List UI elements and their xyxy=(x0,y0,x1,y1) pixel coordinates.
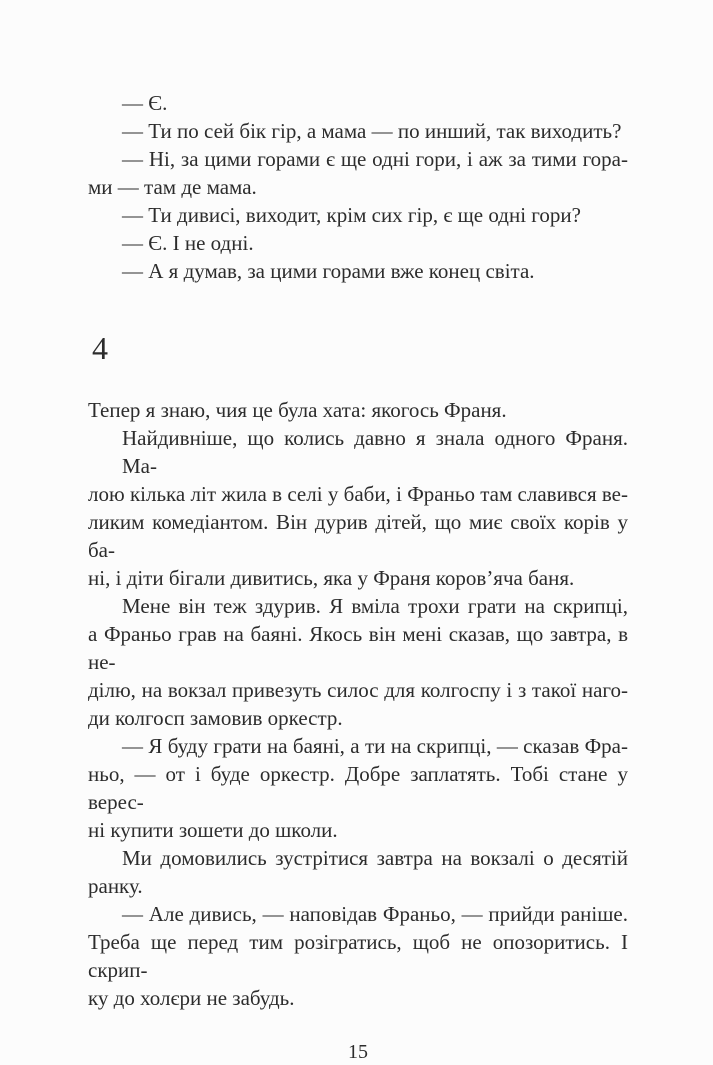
text-line: Тепер я знаю, чия це була хата: якогось Франя. xyxy=(88,398,507,422)
text-line: — Я буду грати на баяні, а ти на скрипці, — сказав Фра- xyxy=(122,734,628,758)
text-line: ди колгосп замовив оркестр. xyxy=(88,706,343,730)
text-line: ньо, — от і буде оркестр. Добре заплатять. Тобі стане у верес- xyxy=(88,762,628,814)
text-line: ликим комедіантом. Він дурив дітей, що миє своїх корів у ба- xyxy=(88,510,628,562)
text-line: Найдивніше, що колись давно я знала одного Франя. Ма- xyxy=(122,426,628,478)
text-line: ку до холєри не забудь. xyxy=(88,986,295,1010)
text-line: — А я думав, за цими горами вже конец світа. xyxy=(122,259,535,283)
text-line: Мене він теж здурив. Я вміла трохи грати на скрипці, xyxy=(122,594,628,618)
page-number: 15 xyxy=(348,1041,368,1063)
text-line: — Є. xyxy=(122,91,168,115)
text-line: ділю, на вокзал привезуть силос для колгоспу і з такої наго- xyxy=(88,678,628,702)
text-line: а Франьо грав на баяні. Якось він мені сказав, що завтра, в не- xyxy=(88,622,628,674)
text-line: — Ти по сей бік гір, а мама — по инший, так виходить? xyxy=(122,119,622,143)
text-line: ранку. xyxy=(88,874,143,898)
text-line: — Ні, за цими горами є ще одні гори, і аж за тими гора- xyxy=(122,147,628,171)
text-line: — Ти дивисі, виходит, крім сих гір, є ще одні гори? xyxy=(122,203,581,227)
text-line: ні купити зошети до школи. xyxy=(88,818,338,842)
text-line: Ми домовились зустрітися завтра на вокзалі о десятій xyxy=(122,846,628,870)
text-line: — Але дивись, — наповідав Франьо, — прийди раніше. xyxy=(122,902,628,926)
section-number-heading: 4 xyxy=(92,330,108,366)
text-line: — Є. І не одні. xyxy=(122,231,254,255)
text-line: лою кілька літ жила в селі у баби, і Франьо там славився ве- xyxy=(88,482,628,506)
text-line: Треба ще перед тим розігратись, щоб не опозоритись. І скрип- xyxy=(88,930,628,982)
dialogue-block xyxy=(88,89,628,285)
section-body-block xyxy=(88,396,628,1012)
text-line: ми — там де мама. xyxy=(88,175,257,199)
text-line: ні, і діти бігали дивитись, яка у Франя коров’яча баня. xyxy=(88,566,575,590)
